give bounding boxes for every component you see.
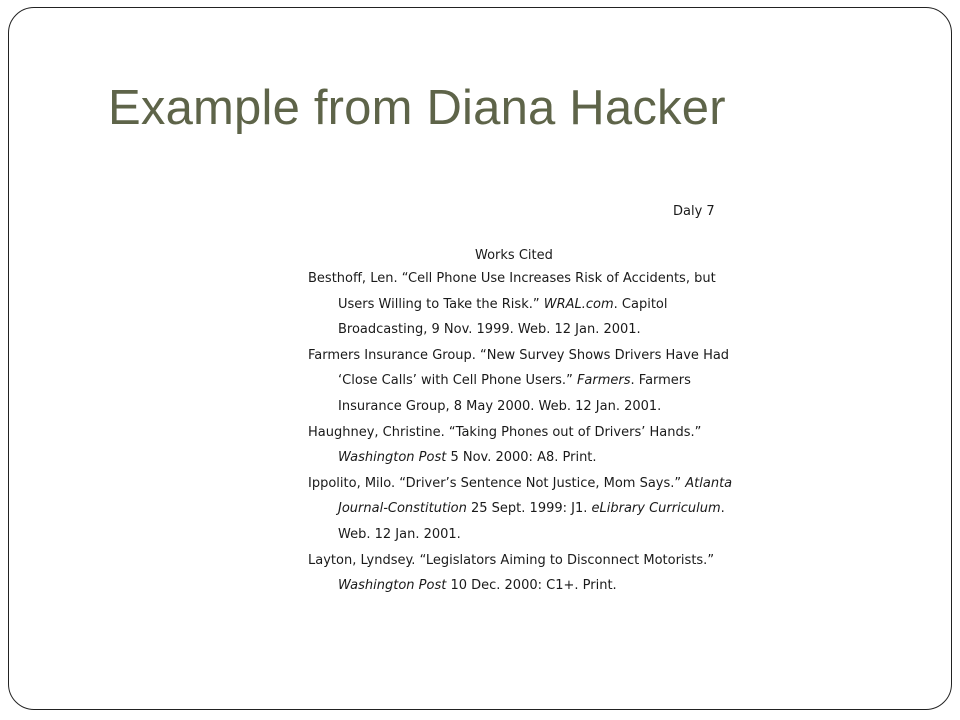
running-header: Daly 7: [673, 204, 715, 219]
citation-first-line: [308, 548, 728, 574]
citation-text: Besthoff, Len. “Cell Phone Use Increases Risk of Accidents, but: [308, 271, 716, 286]
citation-title-italic: WRAL.com: [543, 296, 614, 312]
citation-first-line: [308, 343, 728, 369]
works-cited-list: [308, 266, 733, 599]
slide-frame: [8, 7, 952, 710]
citation-text: . Capitol: [613, 296, 668, 312]
citation-entry: [308, 471, 733, 548]
citation-text: Users Willing to Take the Risk.”: [338, 296, 544, 312]
citation-entry: [308, 266, 728, 343]
citation-continuation-line: [308, 368, 728, 394]
works-cited-page: [9, 8, 951, 709]
citation-text: .: [720, 501, 725, 517]
citation-entry: [308, 343, 728, 420]
citation-entry: [308, 548, 728, 599]
citation-text: ‘Close Calls’ with Cell Phone Users.”: [338, 373, 577, 389]
citation-text: Farmers Insurance Group. “New Survey Shows Drivers Have Had: [308, 347, 730, 363]
citation-continuation-line: [308, 292, 728, 318]
citation-title-italic: Farmers: [576, 373, 631, 389]
citation-text: 5 Nov. 2000: A8. Print.: [446, 450, 597, 466]
works-cited-heading: Works Cited: [475, 248, 553, 263]
citation-text: 25 Sept. 1999: J1.: [466, 501, 592, 517]
citation-title-italic: Journal-Constitution: [338, 501, 467, 517]
citation-title-italic: Atlanta: [685, 475, 733, 491]
citation-text: Haughney, Christine. “Taking Phones out of Drivers’ Hands.”: [308, 424, 702, 440]
citation-first-line: [308, 420, 728, 446]
citation-continuation-line: [308, 445, 728, 471]
citation-text: Layton, Lyndsey. “Legislators Aiming to Disconnect Motorists.”: [308, 552, 715, 568]
citation-text: 10 Dec. 2000: C1+. Print.: [446, 578, 617, 594]
citation-continuation-line: [308, 522, 728, 548]
citation-continuation-line: [308, 573, 728, 599]
citation-title-italic: Washington Post: [338, 450, 447, 466]
citation-text: Web. 12 Jan. 2001.: [338, 526, 461, 542]
slide-title: Example from Diana Hacker: [108, 81, 726, 135]
citation-text: Insurance Group, 8 May 2000. Web. 12 Jan. 2001.: [338, 398, 662, 414]
citation-text: . Farmers: [630, 373, 691, 389]
citation-continuation-line: [308, 496, 728, 522]
citation-title-italic: eLibrary Curriculum: [591, 501, 721, 517]
citation-entry: [308, 420, 728, 471]
citation-title-italic: Washington Post: [338, 578, 447, 594]
citation-text: Broadcasting, 9 Nov. 1999. Web. 12 Jan. 2001.: [338, 322, 641, 338]
citation-first-line: [308, 266, 728, 292]
citation-first-line: [308, 471, 733, 497]
citation-continuation-line: [308, 317, 728, 343]
citation-text: Ippolito, Milo. “Driver’s Sentence Not Justice, Mom Says.”: [308, 475, 686, 491]
citation-continuation-line: [308, 394, 728, 420]
